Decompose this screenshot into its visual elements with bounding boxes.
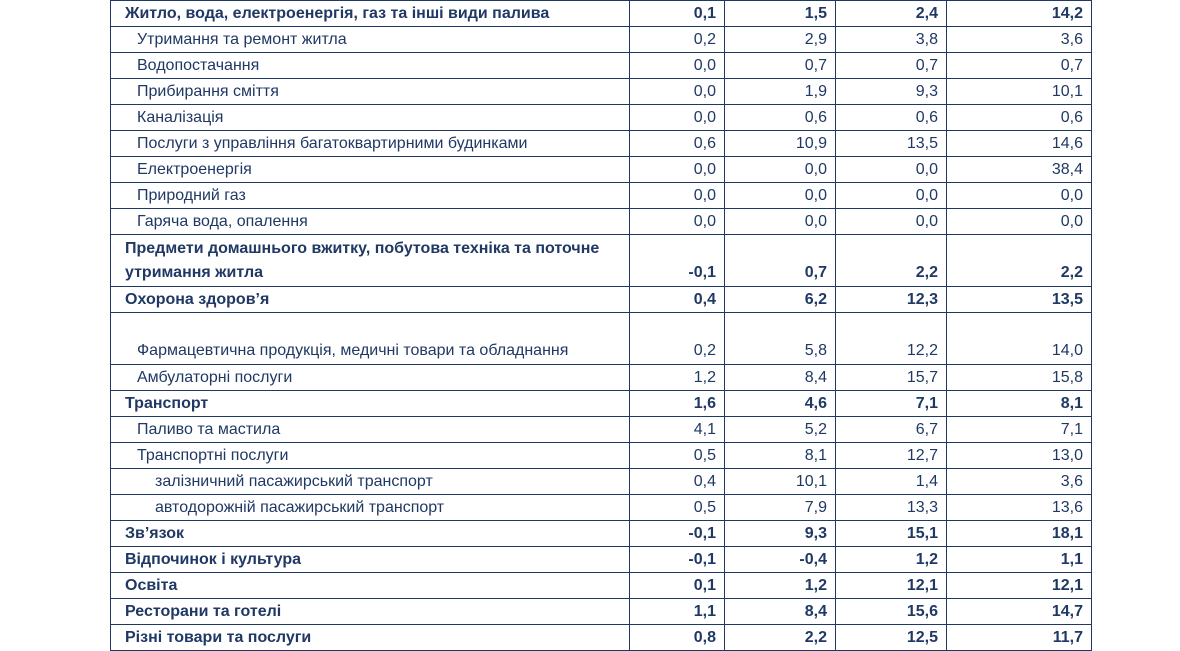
value-cell: 0,1 xyxy=(630,1,725,27)
table-row xyxy=(111,521,1092,547)
table-row xyxy=(111,235,1092,287)
value-cell: 3,8 xyxy=(836,27,947,53)
value-cell: 0,0 xyxy=(947,183,1092,209)
value-cell: -0,1 xyxy=(630,521,725,547)
value-cell: 0,6 xyxy=(947,105,1092,131)
table-row xyxy=(111,105,1092,131)
row-label: Гаряча вода, опалення xyxy=(111,209,630,235)
value-cell: 13,0 xyxy=(947,443,1092,469)
table-row xyxy=(111,495,1092,521)
value-cell: 10,1 xyxy=(947,79,1092,105)
value-cell: 0,7 xyxy=(725,53,836,79)
value-cell: 14,2 xyxy=(947,1,1092,27)
price-index-table xyxy=(110,0,1092,651)
value-cell: 9,3 xyxy=(836,79,947,105)
row-label: Транспортні послуги xyxy=(111,443,630,469)
row-label: Каналізація xyxy=(111,105,630,131)
value-cell: 10,1 xyxy=(725,469,836,495)
value-cell: 4,1 xyxy=(630,417,725,443)
row-label: Житло, вода, електроенергія, газ та інші види палива xyxy=(111,1,630,27)
value-cell: 0,2 xyxy=(630,313,725,365)
row-label: Предмети домашнього вжитку, побутова техніка та поточне утримання житла xyxy=(111,235,630,287)
row-label: Зв’язок xyxy=(111,521,630,547)
table-row xyxy=(111,131,1092,157)
value-cell: 2,4 xyxy=(836,1,947,27)
value-cell: 3,6 xyxy=(947,469,1092,495)
value-cell: 1,5 xyxy=(725,1,836,27)
value-cell: 15,8 xyxy=(947,365,1092,391)
row-label: Утримання та ремонт житла xyxy=(111,27,630,53)
value-cell: 8,4 xyxy=(725,599,836,625)
value-cell: 1,4 xyxy=(836,469,947,495)
row-label: Фармацевтична продукція, медичні товари та обладнання xyxy=(111,313,630,365)
value-cell: 0,6 xyxy=(836,105,947,131)
row-label: Паливо та мастила xyxy=(111,417,630,443)
value-cell: 7,9 xyxy=(725,495,836,521)
value-cell: 2,9 xyxy=(725,27,836,53)
value-cell: 14,7 xyxy=(947,599,1092,625)
value-cell: 10,9 xyxy=(725,131,836,157)
value-cell: 0,0 xyxy=(725,183,836,209)
value-cell: 3,6 xyxy=(947,27,1092,53)
row-label: Послуги з управління багатоквартирними будинками xyxy=(111,131,630,157)
table-row xyxy=(111,157,1092,183)
value-cell: 6,7 xyxy=(836,417,947,443)
row-label: Прибирання сміття xyxy=(111,79,630,105)
value-cell: 15,6 xyxy=(836,599,947,625)
value-cell: 2,2 xyxy=(725,625,836,651)
value-cell: 0,0 xyxy=(630,183,725,209)
row-label: Охорона здоров’я xyxy=(111,287,630,313)
row-label: Водопостачання xyxy=(111,53,630,79)
value-cell: 7,1 xyxy=(836,391,947,417)
value-cell: -0,1 xyxy=(630,547,725,573)
table-row xyxy=(111,469,1092,495)
value-cell: 1,2 xyxy=(725,573,836,599)
value-cell: -0,1 xyxy=(630,235,725,287)
value-cell: 13,5 xyxy=(947,287,1092,313)
row-label: Різні товари та послуги xyxy=(111,625,630,651)
value-cell: 9,3 xyxy=(725,521,836,547)
table-row xyxy=(111,599,1092,625)
row-label: Амбулаторні послуги xyxy=(111,365,630,391)
value-cell: 1,6 xyxy=(630,391,725,417)
value-cell: 8,4 xyxy=(725,365,836,391)
row-label: Освіта xyxy=(111,573,630,599)
value-cell: 13,3 xyxy=(836,495,947,521)
row-label: Природний газ xyxy=(111,183,630,209)
table-row xyxy=(111,287,1092,313)
table-row xyxy=(111,313,1092,365)
value-cell: 0,0 xyxy=(836,183,947,209)
value-cell: 15,1 xyxy=(836,521,947,547)
value-cell: 0,2 xyxy=(630,27,725,53)
value-cell: 6,2 xyxy=(725,287,836,313)
row-label: Відпочинок і культура xyxy=(111,547,630,573)
value-cell: 2,2 xyxy=(836,235,947,287)
value-cell: -0,4 xyxy=(725,547,836,573)
row-label: залізничний пасажирський транспорт xyxy=(111,469,630,495)
value-cell: 15,7 xyxy=(836,365,947,391)
row-label: Ресторани та готелі xyxy=(111,599,630,625)
value-cell: 0,0 xyxy=(630,53,725,79)
value-cell: 0,5 xyxy=(630,495,725,521)
value-cell: 0,5 xyxy=(630,443,725,469)
table-row xyxy=(111,53,1092,79)
value-cell: 14,0 xyxy=(947,313,1092,365)
value-cell: 0,6 xyxy=(725,105,836,131)
value-cell: 0,7 xyxy=(836,53,947,79)
table-row xyxy=(111,1,1092,27)
table-row xyxy=(111,183,1092,209)
value-cell: 12,1 xyxy=(947,573,1092,599)
value-cell: 4,6 xyxy=(725,391,836,417)
value-cell: 12,1 xyxy=(836,573,947,599)
value-cell: 1,2 xyxy=(630,365,725,391)
value-cell: 12,7 xyxy=(836,443,947,469)
table-row xyxy=(111,573,1092,599)
value-cell: 5,2 xyxy=(725,417,836,443)
value-cell: 0,0 xyxy=(630,105,725,131)
table-row xyxy=(111,625,1092,651)
value-cell: 0,8 xyxy=(630,625,725,651)
value-cell: 12,5 xyxy=(836,625,947,651)
value-cell: 0,0 xyxy=(725,157,836,183)
table-row xyxy=(111,209,1092,235)
value-cell: 8,1 xyxy=(725,443,836,469)
value-cell: 0,4 xyxy=(630,287,725,313)
value-cell: 1,2 xyxy=(836,547,947,573)
value-cell: 0,4 xyxy=(630,469,725,495)
row-label: Транспорт xyxy=(111,391,630,417)
value-cell: 18,1 xyxy=(947,521,1092,547)
table-row xyxy=(111,365,1092,391)
value-cell: 1,1 xyxy=(947,547,1092,573)
value-cell: 11,7 xyxy=(947,625,1092,651)
value-cell: 0,0 xyxy=(836,209,947,235)
value-cell: 13,6 xyxy=(947,495,1092,521)
value-cell: 12,2 xyxy=(836,313,947,365)
value-cell: 0,7 xyxy=(725,235,836,287)
table-row xyxy=(111,79,1092,105)
value-cell: 0,6 xyxy=(630,131,725,157)
value-cell: 0,0 xyxy=(630,209,725,235)
value-cell: 8,1 xyxy=(947,391,1092,417)
value-cell: 0,0 xyxy=(630,79,725,105)
value-cell: 0,7 xyxy=(947,53,1092,79)
value-cell: 1,1 xyxy=(630,599,725,625)
value-cell: 2,2 xyxy=(947,235,1092,287)
table-row xyxy=(111,547,1092,573)
value-cell: 12,3 xyxy=(836,287,947,313)
value-cell: 38,4 xyxy=(947,157,1092,183)
value-cell: 1,9 xyxy=(725,79,836,105)
table-row xyxy=(111,391,1092,417)
row-label: автодорожній пасажирський транспорт xyxy=(111,495,630,521)
row-label: Електроенергія xyxy=(111,157,630,183)
value-cell: 14,6 xyxy=(947,131,1092,157)
value-cell: 0,0 xyxy=(836,157,947,183)
value-cell: 5,8 xyxy=(725,313,836,365)
table-row xyxy=(111,443,1092,469)
value-cell: 13,5 xyxy=(836,131,947,157)
value-cell: 0,1 xyxy=(630,573,725,599)
table-row xyxy=(111,27,1092,53)
value-cell: 7,1 xyxy=(947,417,1092,443)
value-cell: 0,0 xyxy=(630,157,725,183)
value-cell: 0,0 xyxy=(725,209,836,235)
table-row xyxy=(111,417,1092,443)
value-cell: 0,0 xyxy=(947,209,1092,235)
